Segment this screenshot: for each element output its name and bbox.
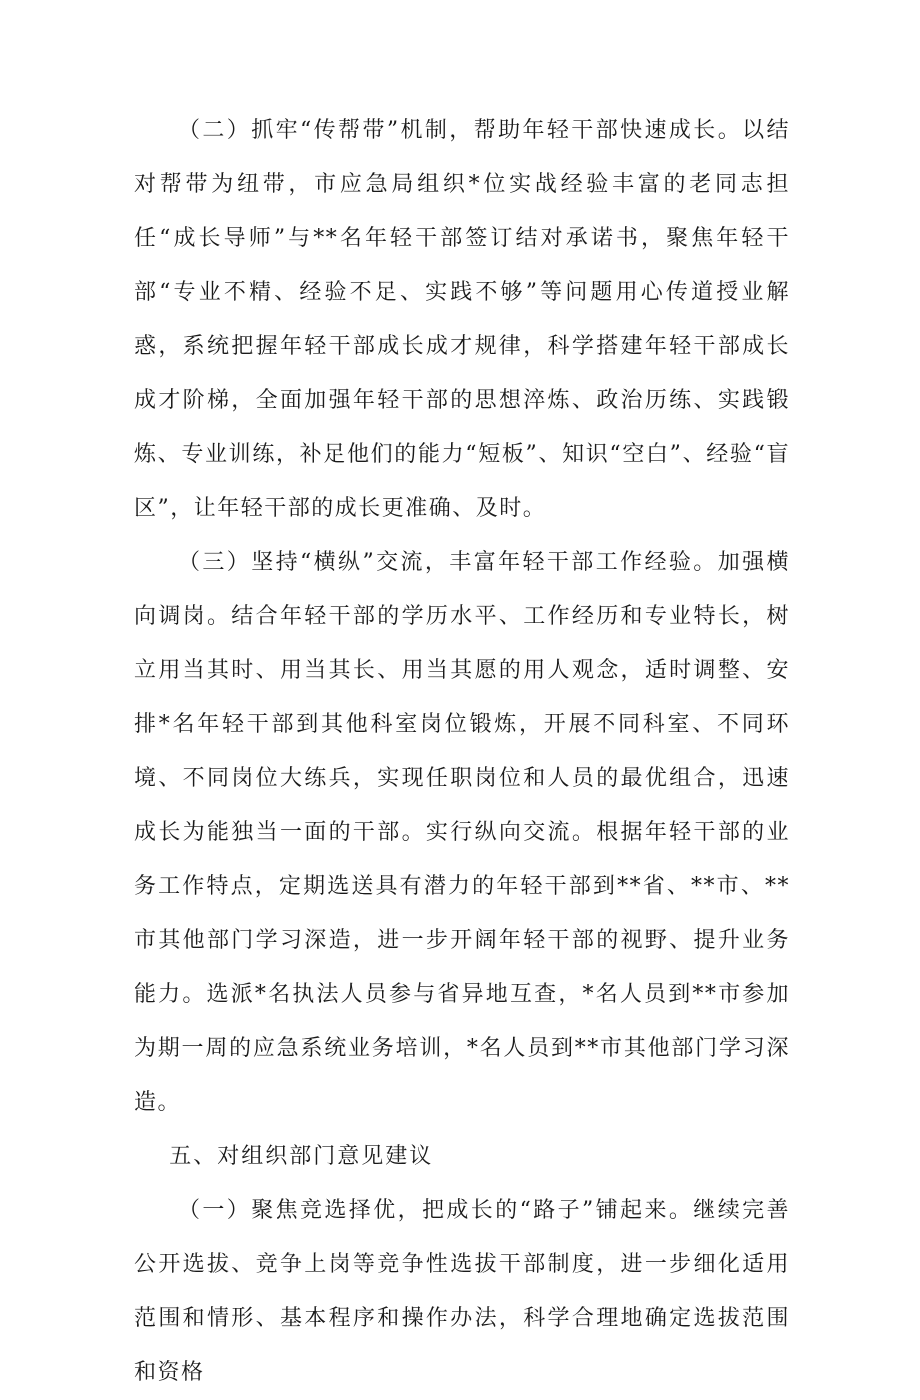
paragraph-selection: （一）聚焦竞选择优，把成长的“路子”铺起来。继续完善公开选拔、竞争上岗等竞争性选拔干部制度，进一步细化适用范围和情形、基本程序和操作办法，科学合理地确定选拔范围和资格 (134, 1198, 790, 1385)
document-body (134, 104, 790, 1400)
paragraph-rotation: （三）坚持“横纵”交流，丰富年轻干部工作经验。加强横向调岗。结合年轻干部的学历水平、工作经历和专业特长，树立用当其时、用当其长、用当其愿的用人观念，适时调整、安排*名年轻干部到其他科室岗位锻炼，开展不同科室、不同环境、不同岗位大练兵，实现任职岗位和人员的最优组合，迅速成长为能独当一面的干部。实行纵向交流。根据年轻干部的业务工作特点，定期选送具有潜力的年轻干部到**省、**市、**市其他部门学习深造，进一步开阔年轻干部的视野、提升业务能力。选派*名执法人员参与省异地互查，*名人员到**市参加为期一周的应急系统业务培训，*名人员到**市其他部门学习深造。 (134, 550, 790, 1115)
paragraph-mentoring: （二）抓牢“传帮带”机制，帮助年轻干部快速成长。以结对帮带为纽带，市应急局组织*位实战经验丰富的老同志担任“成长导师”与**名年轻干部签订结对承诺书，聚焦年轻干部“专业不精、经验不足、实践不够”等问题用心传道授业解惑，系统把握年轻干部成长成才规律，科学搭建年轻干部成长成才阶梯，全面加强年轻干部的思想淬炼、政治历练、实践锻炼、专业训练，补足他们的能力“短板”、知识“空白”、经验“盲区”，让年轻干部的成长更准确、及时。 (134, 118, 790, 521)
section-heading: 五、对组织部门意见建议 (169, 1144, 434, 1169)
